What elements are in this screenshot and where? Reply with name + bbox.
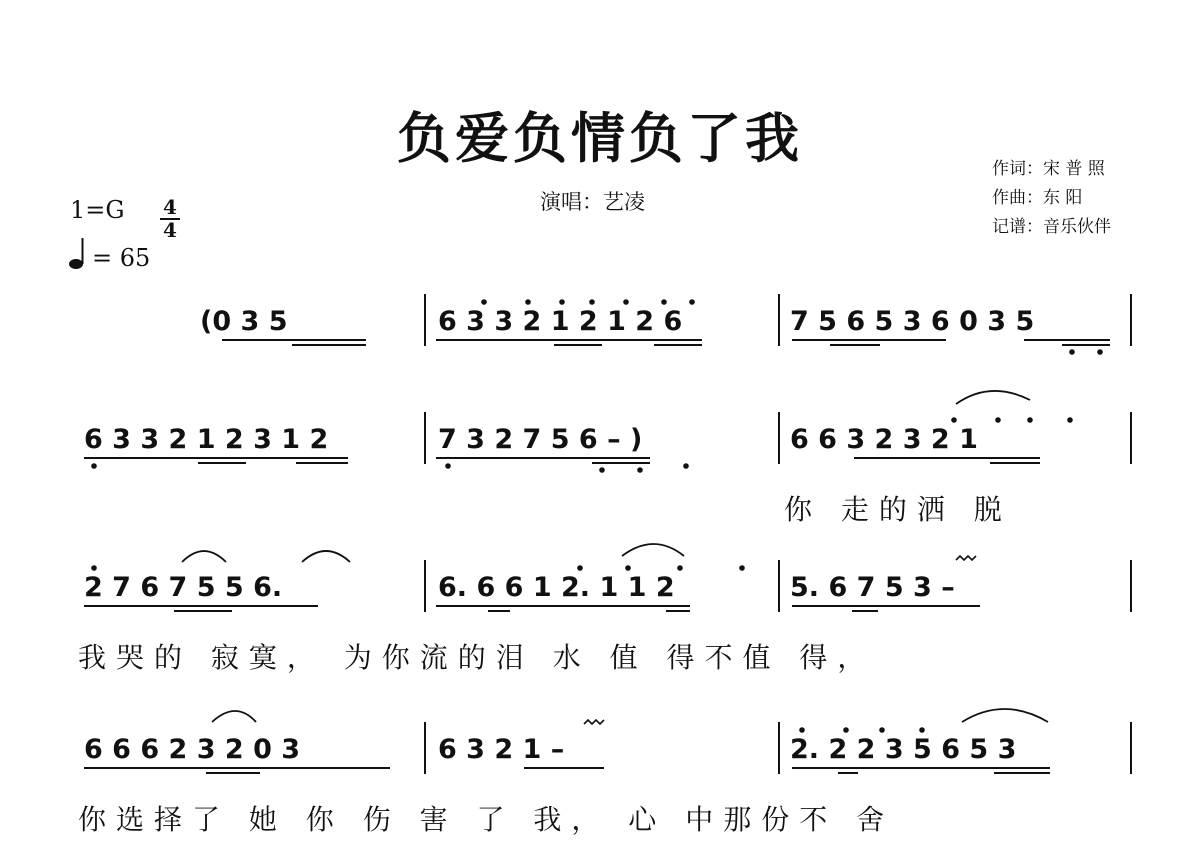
beam-lines [84,340,1110,773]
score-row-2-measure-1: 6 3 3 2 1 2 3 1 2 [84,424,329,455]
lyric-line-2: 你 走的洒 脱 [784,493,1012,526]
composer-credit: 作曲：东 阳 [992,188,1083,208]
lyricist-credit: 作词：宋 普 照 [992,159,1105,179]
score-row-4-measure-2: 6 3 2 1 – [438,734,565,765]
key-signature: 1=G [70,196,125,224]
score-row-2-measure-2: 7 3 2 7 5 6 – ) [438,424,643,455]
time-top: 4 [163,195,177,219]
time-bottom: 4 [163,218,177,242]
lyric-line-4: 你选择了 她 你 伤 害 了 我， 心 中那份不 舍 [78,803,895,836]
score-row-1-measure-2: 6 3 3 2 1 2 1 2 6 [438,306,683,337]
score-row-3-measure-3: 5. 6 7 5 3 – [790,572,955,603]
transcriber-credit: 记谱：音乐伙伴 [992,217,1111,237]
score-row-1-measure-3: 7 5 6 5 3 6 0 3 5 [790,306,1035,337]
slurs [182,391,1048,722]
lyric-line-3: 我哭的 寂寞， 为你流的泪 水 值 得不值 得， [78,641,876,674]
score-row-3-measure-1: 2 7 6 7 5 5 6. [84,572,283,603]
score-row-1-measure-1: (0 3 5 [200,306,288,337]
song-title: 负爱负情负了我 [397,107,803,170]
score-row-4-measure-1: 6 6 6 2 3 2 0 3 [84,734,301,765]
tempo-marking: = 65 [92,244,151,272]
score-row-3-measure-2: 6. 6 6 1 2. 1 1 2 [438,572,675,603]
score-row-4-measure-3: 2. 2 2 3 5 6 5 3 [790,734,1017,765]
score-row-2-measure-3: 6 6 3 2 3 2 1 [790,424,978,455]
singer-credit: 演唱：艺凌 [540,190,645,214]
trill-marks [584,556,976,724]
octave-dots [91,299,1103,733]
